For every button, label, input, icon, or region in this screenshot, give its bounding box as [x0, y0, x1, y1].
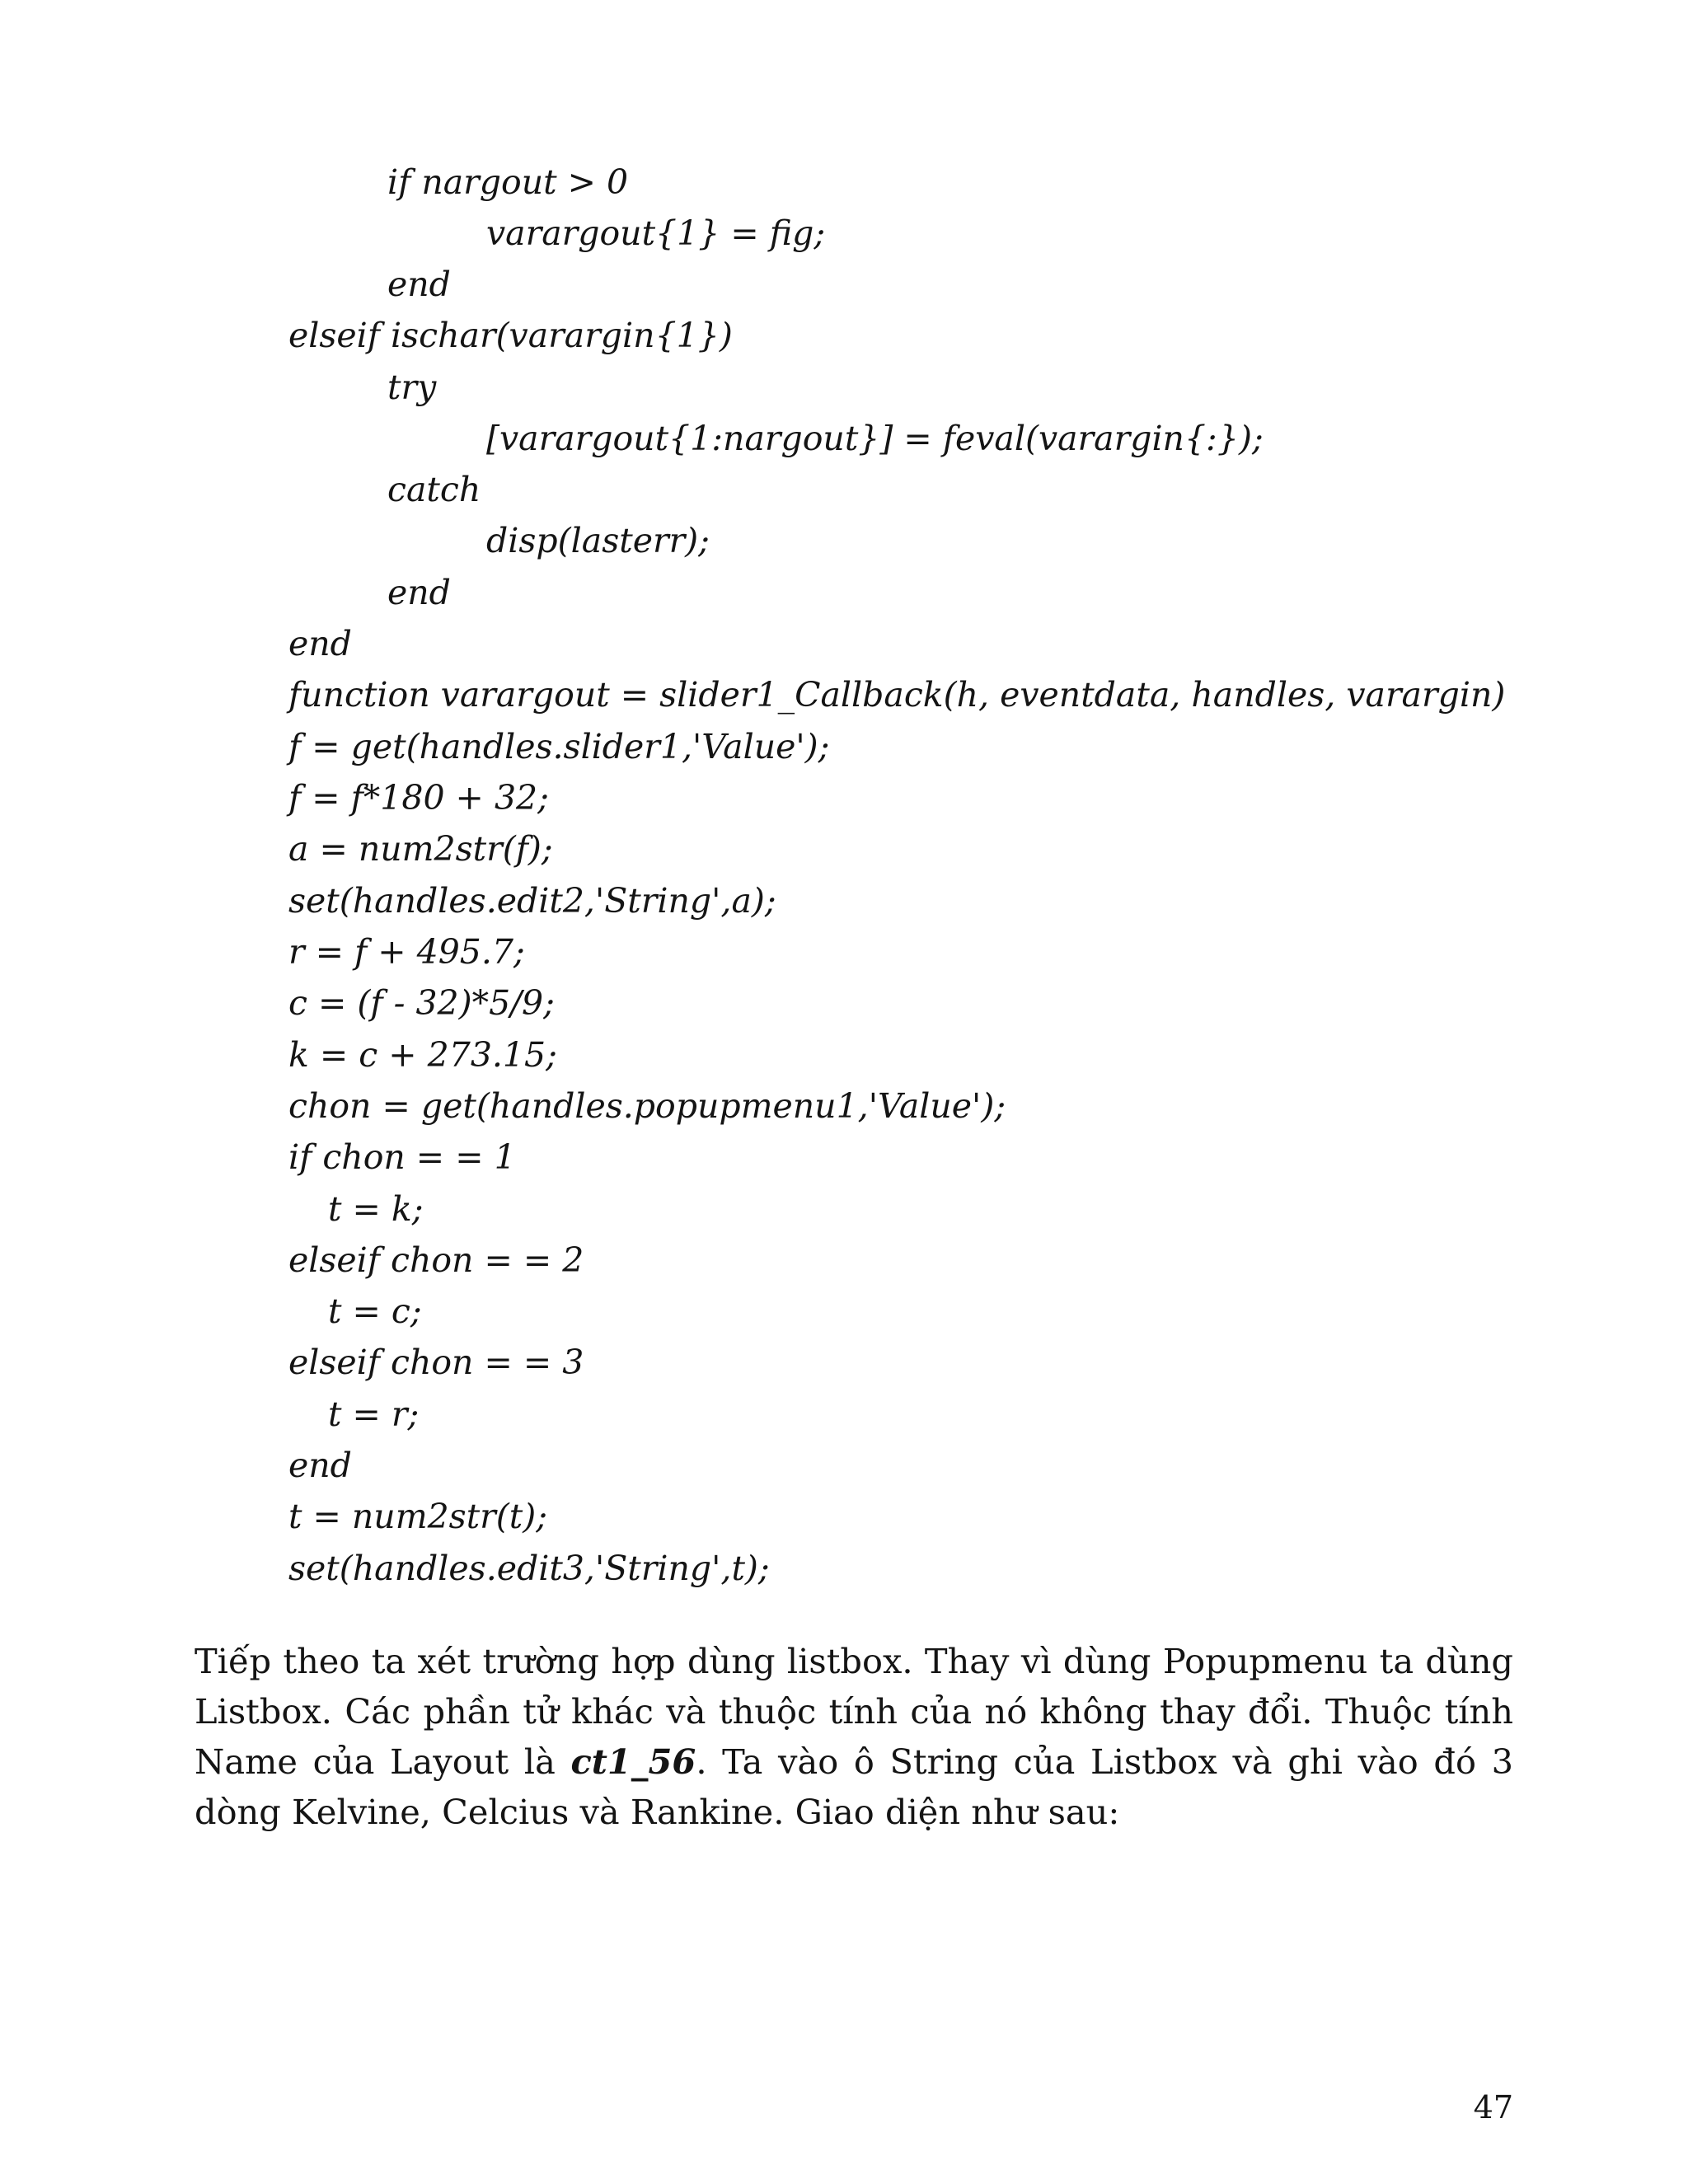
code-line: t = r;	[328, 1394, 420, 1434]
code-line: if chon = = 1	[288, 1137, 516, 1177]
code-line: end	[387, 265, 451, 304]
code-line: set(handles.edit2,'String',a);	[288, 881, 776, 921]
code-line: elseif ischar(varargin{1})	[288, 316, 733, 355]
code-line: chon = get(handles.popupmenu1,'Value');	[288, 1086, 1006, 1126]
code-line: f = get(handles.slider1,'Value');	[288, 727, 830, 766]
code-line: t = c;	[328, 1291, 422, 1331]
code-line: elseif chon = = 3	[288, 1343, 584, 1382]
code-line: c = (f - 32)*5/9;	[288, 983, 555, 1023]
code-line: elseif chon = = 2	[288, 1240, 584, 1280]
paragraph-text-after: . Ta vào ô String của Listbox và ghi vào đó 3 dòng Kelvine, Celcius và Rankine. Giao diện như sau:	[195, 1741, 1513, 1832]
code-line: [varargout{1:nargout}] = feval(varargin{:});	[486, 419, 1264, 458]
code-line: t = num2str(t);	[288, 1497, 548, 1536]
code-line: t = k;	[328, 1189, 424, 1229]
code-line: function varargout = slider1_Callback(h, eventdata, handles, varargin)	[288, 675, 1506, 715]
code-line: f = f*180 + 32;	[288, 778, 549, 818]
code-line: if nargout > 0	[387, 162, 629, 202]
layout-name-emphasis: ct1_56	[570, 1741, 696, 1782]
code-line: catch	[387, 470, 481, 509]
paragraph-text-before: Tiếp theo ta xét trường hợp dùng listbox. Thay vì dùng Popupmenu ta dùng Listbox. Các phần tử khác và thuộc tính của nó không thay đổi. Thuộc tính Name của Layout là	[195, 1641, 1513, 1782]
code-line: end	[288, 1446, 352, 1485]
code-line: k = c + 273.15;	[288, 1035, 557, 1075]
code-line: r = f + 495.7;	[288, 932, 525, 972]
code-line: set(handles.edit3,'String',t);	[288, 1549, 770, 1588]
body-paragraph	[195, 1636, 1513, 1837]
code-line: end	[288, 624, 352, 663]
code-line: try	[387, 368, 437, 407]
code-line: a = num2str(f);	[288, 829, 553, 869]
code-line: disp(lasterr);	[486, 521, 710, 560]
code-line: end	[387, 573, 451, 612]
page-number: 47	[1473, 2089, 1513, 2125]
code-line: varargout{1} = fig;	[486, 213, 826, 253]
